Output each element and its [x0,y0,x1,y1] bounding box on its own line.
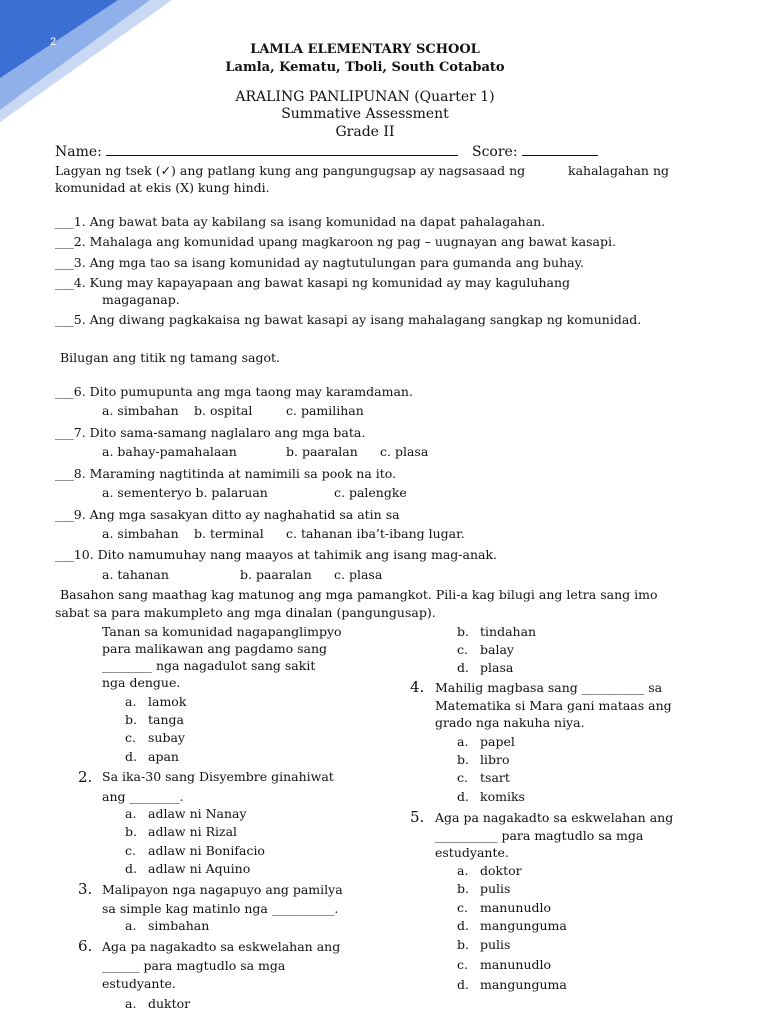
p3-q6-choice-a[interactable]: duktor [148,996,191,1011]
p3-q2-letter-c: c. [125,843,136,858]
p3-q1-choice-b[interactable]: tanga [148,712,184,727]
p3-q5-line1: Aga pa nagakadto sa eskwelahan ang [435,810,674,825]
p3-q1-letter-b: b. [125,712,137,727]
p3-q5-choice-d2[interactable]: mangunguma [480,977,567,992]
p3-q5-choice-b[interactable]: pulis [480,881,511,896]
p3-r-letter-c: c. [457,642,468,657]
score-label: Score: [472,144,518,160]
p3-q3-letter-a: a. [125,918,137,933]
p3-q2-choice-d[interactable]: adlaw ni Aquino [148,861,251,876]
q9-choice-b[interactable]: b. terminal [194,526,264,541]
q10-choice-c[interactable]: c. plasa [334,567,383,582]
p3-q6-line2: ______ para magtudlo sa mga [102,958,286,973]
p3-r-letter-b: b. [457,624,469,639]
p3-q4-choice-a[interactable]: papel [480,734,515,749]
p3-q3-line2: sa simple kag matinlo nga __________. [102,901,339,916]
school-name: LAMLA ELEMENTARY SCHOOL [250,42,480,57]
p3-q2-choice-c[interactable]: adlaw ni Bonifacio [148,843,265,858]
p3-r-choice-b[interactable]: tindahan [480,624,537,639]
q7-choice-a[interactable]: a. bahay-pamahalaan [102,444,237,459]
question-9: ___9. Ang mga sasakyan ditto ay naghahatid sa atin sa [55,507,400,522]
p3-q2-letter-a: a. [125,806,137,821]
p3-q3-choice-a[interactable]: simbahan [148,918,210,933]
q8-choice-c[interactable]: c. palengke [334,485,407,500]
q7-choice-c[interactable]: c. plasa [380,444,429,459]
p3-q5-letter-d2: d. [457,977,469,992]
score-blank[interactable] [522,143,598,156]
p3-q2-number: 2. [78,768,93,786]
p3-q5-choice-d[interactable]: mangunguma [480,918,567,933]
p3-q4-letter-b: b. [457,752,469,767]
p3-q5-letter-d: d. [457,918,469,933]
p3-q3-line1: Malipayon nga nagapuyo ang pamilya [102,882,343,897]
p3-r-letter-d: d. [457,660,469,675]
part3-instruction-line1: Basahon sang maathag kag matunog ang mga pamangkot. Pili-a kag bilugi ang letra sang imo [60,587,658,602]
q6-choice-b[interactable]: b. ospital [194,403,253,418]
grade-title: Grade II [335,124,395,140]
p3-q2-line2: ang ________. [102,789,184,804]
p3-r-choice-d[interactable]: plasa [480,660,514,675]
p3-q5-letter-a: a. [457,863,469,878]
p3-q5-letter-b2: b. [457,937,469,952]
assessment-title: Summative Assessment [281,106,449,122]
question-7: ___7. Dito sama-samang naglalaro ang mga bata. [55,425,366,440]
part1-item-3: ___3. Ang mga tao sa isang komunidad ay nagtutulungan para gumanda ang buhay. [55,255,584,270]
p3-q4-line3: grado nga nakuha niya. [435,715,585,730]
q9-choice-a[interactable]: a. simbahan [102,526,179,541]
q6-choice-c[interactable]: c. pamilihan [286,403,364,418]
p3-q6-line1: Aga pa nagakadto sa eskwelahan ang [102,939,341,954]
part2-instruction: Bilugan ang titik ng tamang sagot. [60,350,281,365]
p3-q1-line2: para malikawan ang pagdamo sang [102,641,328,656]
p3-q6-number: 6. [78,937,93,955]
q8-choice-ab[interactable]: a. sementeryo b. palaruan [102,485,268,500]
name-field[interactable] [55,143,458,160]
part1-instruction-line1b: kahalagahan ng [568,163,670,178]
p3-q4-letter-a: a. [457,734,469,749]
p3-q2-choice-b[interactable]: adlaw ni Rizal [148,824,238,839]
p3-q4-choice-b[interactable]: libro [480,752,510,767]
q9-choice-c[interactable]: c. tahanan iba’t-ibang lugar. [286,526,465,541]
p3-q1-letter-c: c. [125,730,136,745]
p3-q4-line1: Mahilig magbasa sang __________ sa [435,680,663,695]
p3-q4-choice-c[interactable]: tsart [480,770,510,785]
p3-q4-line2: Matematika si Mara gani mataas ang [435,698,672,713]
question-6: ___6. Dito pumupunta ang mga taong may karamdaman. [55,384,413,399]
q10-choice-b[interactable]: b. paaralan [240,567,312,582]
p3-q1-choice-c[interactable]: subay [148,730,185,745]
p3-q5-choice-c[interactable]: manunudlo [480,900,552,915]
p3-q1-choice-a[interactable]: lamok [148,694,187,709]
part3-instruction-line2: sabat sa para makumpleto ang mga dinalan (pangungusap). [55,605,436,620]
p3-q2-letter-d: d. [125,861,137,876]
part1-instruction-line2: komunidad at ekis (X) kung hindi. [55,180,270,195]
p3-q1-line1: Tanan sa komunidad nagapanglimpyo [102,624,342,639]
name-label: Name: [55,144,102,160]
question-8: ___8. Maraming nagtitinda at namimili sa pook na ito. [55,466,397,481]
q6-choice-a[interactable]: a. simbahan [102,403,179,418]
p3-q1-line4: nga dengue. [102,675,181,690]
p3-q5-letter-c: c. [457,900,468,915]
p3-q5-choice-b2[interactable]: pulis [480,937,511,952]
p3-q1-letter-a: a. [125,694,137,709]
p3-q4-number: 4. [410,678,425,696]
p3-q2-letter-b: b. [125,824,137,839]
p3-q5-letter-b: b. [457,881,469,896]
part1-item-4: ___4. Kung may kapayapaan ang bawat kasapi ng komunidad ay may kaguluhang [55,275,571,290]
part1-item-4-cont: magaganap. [102,292,180,307]
p3-q1-choice-d[interactable]: apan [148,749,179,764]
p3-q5-letter-c2: c. [457,957,468,972]
part1-item-2: ___2. Mahalaga ang komunidad upang magkaroon ng pag – uugnayan ang bawat kasapi. [55,234,616,249]
part1-item-1: ___1. Ang bawat bata ay kabilang sa isang komunidad na dapat pahalagahan. [55,214,546,229]
p3-q5-choice-c2[interactable]: manunudlo [480,957,552,972]
p3-q1-letter-d: d. [125,749,137,764]
subject-title: ARALING PANLIPUNAN (Quarter 1) [235,89,495,105]
p3-q5-line2: __________ para magtudlo sa mga [435,828,644,843]
question-10: ___10. Dito namumuhay nang maayos at tahimik ang isang mag-anak. [55,547,498,562]
p3-q3-number: 3. [78,880,93,898]
page-number: 2 [50,36,57,48]
p3-q5-line3: estudyante. [435,845,509,860]
p3-q4-letter-c: c. [457,770,468,785]
p3-q5-choice-a[interactable]: doktor [480,863,522,878]
p3-q6-line3: estudyante. [102,976,176,991]
p3-q2-line1: Sa ika-30 sang Disyembre ginahiwat [102,769,334,784]
p3-q2-choice-a[interactable]: adlaw ni Nanay [148,806,247,821]
part1-item-5: ___5. Ang diwang pagkakaisa ng bawat kasapi ay isang mahalagang sangkap ng komunidad. [55,312,642,327]
p3-q4-choice-d[interactable]: komiks [480,789,525,804]
name-blank[interactable] [106,143,458,156]
school-address: Lamla, Kematu, Tboli, South Cotabato [225,60,505,75]
part1-instruction-line1: Lagyan ng tsek (✓) ang patlang kung ang pangungugsap ay nagsasaad ng [55,163,526,178]
p3-r-choice-c[interactable]: balay [480,642,514,657]
p3-q5-number: 5. [410,808,425,826]
p3-q4-letter-d: d. [457,789,469,804]
q10-choice-a[interactable]: a. tahanan [102,567,169,582]
score-field[interactable] [472,143,598,160]
p3-q1-line3: ________ nga nagadulot sang sakit [102,658,316,673]
p3-q6-letter-a: a. [125,996,137,1011]
q7-choice-b[interactable]: b. paaralan [286,444,358,459]
